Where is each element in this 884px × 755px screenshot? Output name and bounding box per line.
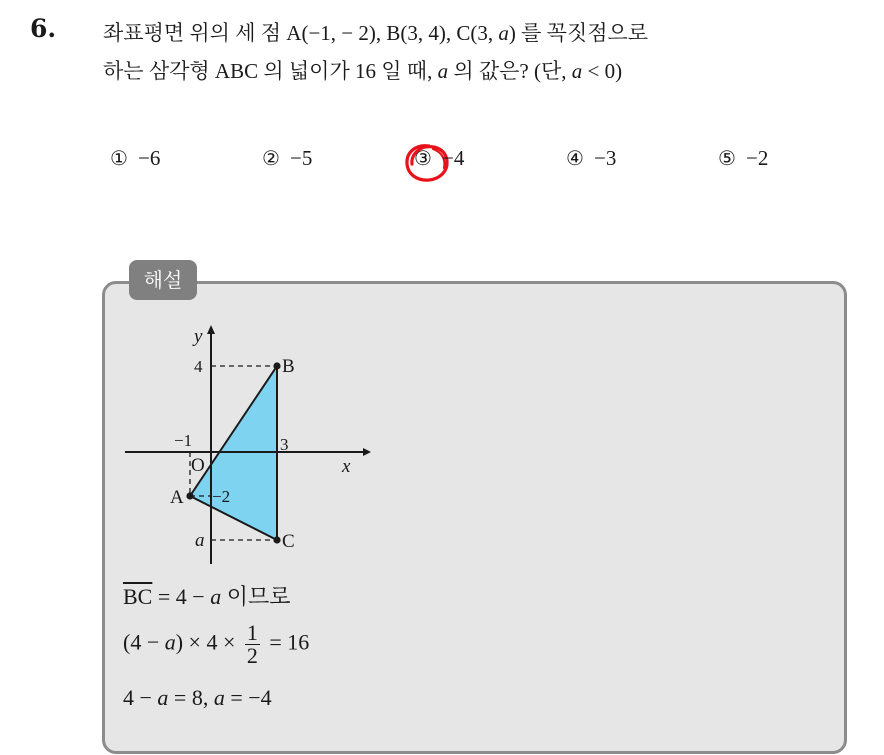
- question-text: [103, 14, 873, 90]
- tick-neg2: −2: [212, 487, 231, 506]
- point-c-dot: [273, 536, 280, 543]
- tick-neg1: −1: [174, 431, 193, 450]
- fraction-one-half: $\frac{1}{2}$: [246, 620, 258, 668]
- origin-label: O: [191, 455, 205, 476]
- question-line-1: 좌표평면 위의 세 점 A(−1, − 2), B(3, 4), C(3, a) 를 꼭짓점으로: [103, 21, 649, 45]
- choice-5[interactable]: ⑤ −2: [718, 146, 769, 170]
- x-axis-arrow-icon: [363, 448, 371, 456]
- choice-1[interactable]: ① −6: [110, 146, 161, 170]
- x-axis-label: x: [342, 456, 351, 477]
- solution-line-1: $\overline{BC} = 4 - a$ 이므로: [123, 584, 291, 609]
- point-b-dot: [273, 362, 280, 369]
- explanation-tag: 해설: [129, 260, 197, 300]
- point-a-dot: [186, 492, 193, 499]
- coordinate-graph: [115, 318, 375, 568]
- point-b-label: B: [282, 356, 295, 377]
- y-axis-arrow-icon: [207, 325, 215, 334]
- point-a-label: A: [170, 487, 184, 508]
- question-number: 6.: [30, 14, 57, 43]
- question-line-2: 하는 삼각형 ABC 의 넓이가 16 일 때, a 의 값은? (단, a < 0): [103, 59, 623, 83]
- tick-4: 4: [194, 357, 203, 376]
- choice-3[interactable]: ③ −4: [414, 146, 465, 170]
- solution-line-3: 4 − a = 8, a = −4: [123, 685, 272, 710]
- point-c-label: C: [282, 531, 295, 552]
- solution-line-2: (4 − a) × 4 × $\frac{1}{2}$ = 16: [123, 620, 310, 668]
- y-axis-label: y: [194, 326, 203, 347]
- choice-4[interactable]: ④ −3: [566, 146, 617, 170]
- choice-2[interactable]: ② −5: [262, 146, 313, 170]
- tick-3: 3: [280, 435, 289, 454]
- tick-a: a: [195, 530, 205, 551]
- answer-choices: [0, 142, 884, 182]
